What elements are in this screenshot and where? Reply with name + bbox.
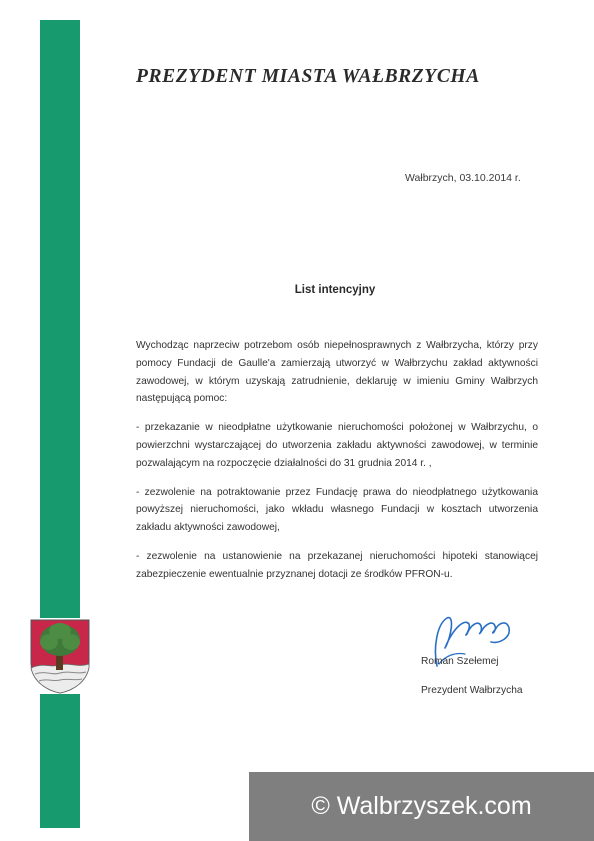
letter-body — [136, 337, 538, 595]
crest-icon — [29, 618, 91, 694]
date-line: Wałbrzych, 03.10.2014 r. — [405, 172, 521, 184]
list-item: - przekazanie w nieodpłatne użytkowanie nieruchomości położonej w Wałbrzychu, o powierzchni wystarczającej do utworzenia zakładu aktywności zawodowej, w terminie pozwalającym na rozpoczęcie działalności do 31 grudnia 2014 r. , — [136, 422, 538, 469]
signer-name: Roman Szełemej — [421, 656, 499, 667]
list-item: - zezwolenie na ustanowienie na przekazanej nieruchomości hipoteki stanowiącej zabezpieczenie ewentualnie przyznanej dotacji ze środków PFRON-u. — [136, 550, 538, 580]
document-title: List intencyjny — [294, 284, 376, 296]
signer-title: Prezydent Wałbrzycha — [421, 685, 523, 696]
green-side-stripe — [40, 20, 80, 828]
list-item: - zezwolenie na potraktowanie przez Fundację prawa do nieodpłatnego użytkowania powyższej nieruchomości, jako wkładu własnego Fundacji w kosztach utworzenia zakładu aktywności zawodowej, — [136, 486, 538, 534]
intro-paragraph: Wychodząc naprzeciw potrzebom osób niepełnosprawnych z Wałbrzycha, którzy przy pomocy Fundacji de Gaulle'a zamierzają utworzyć w Wałbrzychu zakład aktywności zawodowej, w którym uzyskają zatrudnienie, deklaruję w imieniu Gminy Wałbrzych następującą pomoc: — [136, 340, 538, 405]
watermark: © Walbrzyszek.com — [249, 772, 594, 841]
letterhead-title: PREZYDENT MIASTA WAŁBRZYCHA — [136, 66, 480, 87]
coat-of-arms — [29, 618, 91, 694]
